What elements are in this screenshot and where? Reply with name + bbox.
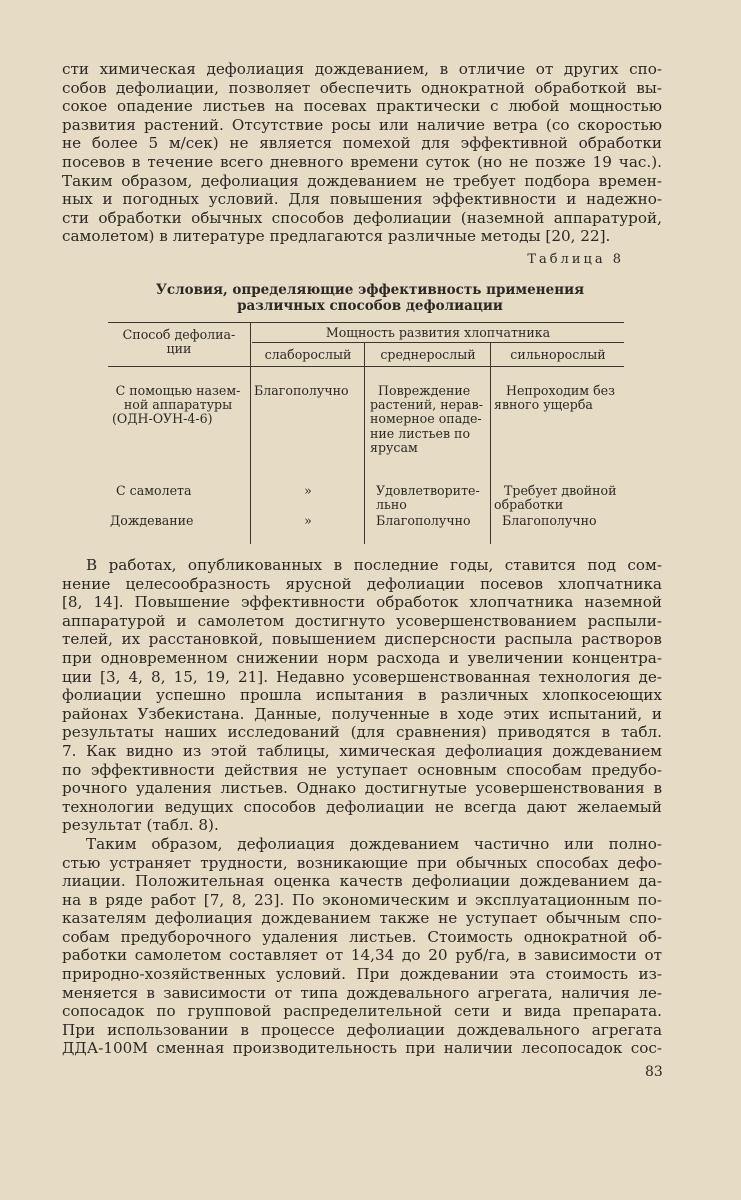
cell-line: Требует двойной bbox=[504, 483, 617, 498]
paragraph-1 bbox=[62, 60, 662, 246]
text-line: собов дефолиации, позволяет обеспечить однократной обработкой вы- bbox=[62, 78, 662, 97]
text-line: ных и погодных условий. Для повышения эффективности и надежно- bbox=[62, 190, 662, 209]
header-method bbox=[112, 328, 246, 356]
cell-line: ние листьев по bbox=[370, 425, 471, 441]
text-line: лиации. Положительная оценка качеств дефолиации дождеванием да- bbox=[62, 872, 662, 891]
text-line: [8, 14]. Повышение эффективности обработок хлопчатника наземной bbox=[62, 593, 662, 612]
table-divider bbox=[250, 322, 251, 544]
text-line: не более 5 м/сек) не является помехой для эффективной обработки bbox=[62, 134, 662, 153]
cell-line: Дождевание bbox=[110, 513, 194, 528]
text-line: развития растений. Отсутствие росы или наличие ветра (со скоростью bbox=[62, 115, 662, 134]
text-line: Таким образом, дефолиация дождеванием не требует подбора времен- bbox=[62, 171, 662, 190]
text-line: нение целесообразность ярусной дефолиации посевов хлопчатника bbox=[62, 574, 662, 593]
row-plane-method bbox=[108, 484, 248, 498]
text-line: работки самолетом составляет от 14,34 до 20 руб/га, в зависимости от bbox=[62, 946, 662, 965]
paragraph-2 bbox=[62, 556, 662, 1058]
text-line: ДДА-100М сменная производительность при наличии лесопосадок сос- bbox=[62, 1039, 662, 1058]
cell-line: Удовлетворите- bbox=[376, 483, 480, 498]
row-ground-medium bbox=[370, 384, 488, 455]
text-line: казателям дефолиация дождеванием также не уступает обычным спо- bbox=[62, 909, 662, 928]
conditions-table bbox=[108, 318, 624, 546]
table-label: Таблица 8 bbox=[527, 252, 624, 267]
row-ground-weak bbox=[254, 384, 362, 398]
row-sprinkling-medium bbox=[370, 514, 488, 528]
text-line: Таким образом, дефолиация дождеванием частично или полно- bbox=[86, 834, 662, 853]
cell-line: С помощью назем- bbox=[115, 383, 241, 398]
cell-line: обработки bbox=[494, 497, 564, 513]
row-plane-strong bbox=[494, 484, 624, 512]
row-ground-method bbox=[108, 384, 248, 427]
cell-line: Благополучно bbox=[376, 513, 471, 528]
text-line: сопосадок по групповой распределительной сети и вида препарата. bbox=[62, 1002, 662, 1021]
table-title-line: Условия, определяющие эффективность применения bbox=[155, 282, 585, 298]
header-group: Мощность развития хлопчатника bbox=[325, 325, 551, 340]
cell-line: Непроходим без bbox=[506, 383, 616, 398]
text-line: собам предуборочного удаления листьев. Стоимость однократной об- bbox=[62, 927, 662, 946]
cell-line: » bbox=[304, 513, 312, 528]
cell-line: » bbox=[304, 483, 312, 498]
header-method-line: ции bbox=[166, 341, 192, 357]
cell-line: (ОДН-ОУН-4-6) bbox=[112, 411, 213, 427]
text-line: природно-хозяйственных условий. При дождевании эта стоимость из- bbox=[62, 965, 662, 984]
text-line: рочного удаления листьев. Однако достигнутые усовершенствования в bbox=[62, 779, 662, 798]
text-line: фолиации успешно прошла испытания в различных хлопкосеющих bbox=[62, 686, 662, 705]
text-line: сти обработки обычных способов дефолиации (наземной аппаратурой, bbox=[62, 208, 662, 227]
header-col-weak: слаборослый bbox=[264, 347, 352, 362]
header-col-strong: сильнорослый bbox=[510, 347, 606, 362]
text-line: стью устраняет трудности, возникающие при обычных способах дефо- bbox=[62, 853, 662, 872]
row-ground-strong bbox=[494, 384, 624, 412]
text-line: сокое опадение листьев на посевах практически с любой мощностью bbox=[62, 97, 662, 116]
header-col-medium: среднерослый bbox=[380, 347, 476, 362]
cell-line: явного ущерба bbox=[494, 397, 593, 413]
text-line: При использовании в процессе дефолиации дождевального агрегата bbox=[62, 1020, 662, 1039]
cell-line: Повреждение bbox=[378, 383, 471, 398]
text-line: самолетом) в литературе предлагаются различные методы [20, 22]. bbox=[62, 227, 611, 246]
text-line: сти химическая дефолиация дождеванием, в отличие от других спо- bbox=[62, 60, 662, 78]
cell-line: Благополучно bbox=[254, 383, 349, 398]
table-subheader-rule bbox=[252, 342, 624, 343]
page-number: 83 bbox=[645, 1064, 663, 1080]
row-sprinkling-method bbox=[108, 514, 248, 528]
row-sprinkling-strong bbox=[494, 514, 624, 528]
text-line: при одновременном снижении норм расхода и увеличении концентра- bbox=[62, 648, 662, 667]
row-plane-medium bbox=[370, 484, 488, 512]
text-line: по эффективности действия не уступает основным способам предубо- bbox=[62, 760, 662, 779]
text-line: на в ряде работ [7, 8, 23]. По экономическим и эксплуатационным по- bbox=[62, 890, 662, 909]
row-plane-weak bbox=[254, 484, 362, 498]
cell-line: номерное опаде- bbox=[370, 411, 482, 427]
table-header-rule bbox=[108, 366, 624, 367]
table-divider bbox=[364, 342, 365, 544]
text-line: аппаратурой и самолетом достигнуто усовершенствованием распыли- bbox=[62, 611, 662, 630]
table-divider bbox=[490, 342, 491, 544]
row-sprinkling-weak bbox=[254, 514, 362, 528]
cell-line: С самолета bbox=[116, 483, 192, 498]
table-title-line: различных способов дефолиации bbox=[237, 298, 503, 314]
text-line: результаты наших исследований (для сравнения) приводятся в табл. bbox=[62, 723, 662, 742]
text-line: меняется в зависимости от типа дождевального агрегата, наличия ле- bbox=[62, 983, 662, 1002]
text-line: технологии ведущих способов дефолиации не всегда дают желаемый bbox=[62, 797, 662, 816]
text-line: посевов в течение всего дневного времени суток (но не позже 19 час.). bbox=[62, 152, 662, 171]
cell-line: растений, нерав- bbox=[370, 397, 483, 413]
text-line: ции [3, 4, 8, 15, 19, 21]. Недавно усовершенствованная технология де- bbox=[62, 667, 662, 686]
cell-line: льно bbox=[376, 497, 407, 513]
cell-line: Благополучно bbox=[502, 513, 597, 528]
text-line: районах Узбекистана. Данные, полученные в ходе этих испытаний, и bbox=[62, 704, 662, 723]
text-line: 7. Как видно из этой таблицы, химическая дефолиация дождеванием bbox=[62, 741, 662, 760]
text-line: результат (табл. 8). bbox=[62, 816, 219, 835]
table-title bbox=[120, 282, 620, 314]
table-top-rule bbox=[108, 322, 624, 323]
text-line: телей, их расстановкой, повышением дисперсности распыла растворов bbox=[62, 630, 662, 649]
cell-line: ярусам bbox=[370, 439, 418, 455]
cell-line: ной аппаратуры bbox=[123, 397, 233, 413]
text-line: В работах, опубликованных в последние годы, ставится под сом- bbox=[86, 556, 662, 574]
header-method-line: Способ дефолиа- bbox=[122, 327, 236, 342]
